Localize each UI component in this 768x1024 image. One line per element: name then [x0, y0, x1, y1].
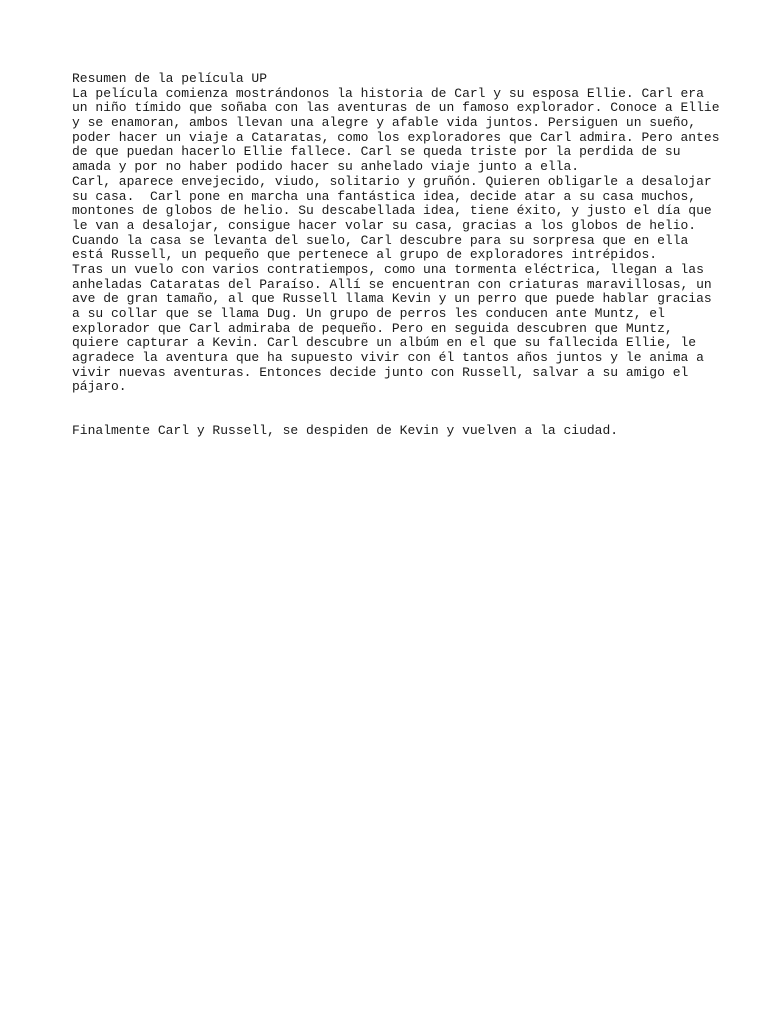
paragraph-line: vivir nuevas aventuras. Entonces decide junto con Russell, salvar a su amigo el: [72, 364, 689, 380]
paragraph-line: pájaro.: [72, 379, 127, 395]
closing-line: Finalmente Carl y Russell, se despiden de Kevin y vuelven a la ciudad.: [72, 423, 619, 438]
paragraph-line: y se enamoran, ambos llevan una alegre y afable vida juntos. Persiguen un sueño,: [72, 115, 697, 131]
paragraph-line: un niño tímido que soñaba con las aventuras de un famoso explorador. Conoce a Ellie: [72, 100, 720, 116]
paragraph-line: a su collar que se llama Dug. Un grupo de perros les conducen ante Muntz, el: [72, 306, 665, 321]
paragraph-line: de que puedan hacerlo Ellie fallece. Carl se queda triste por la perdida de su: [72, 144, 681, 160]
paragraph-line: montones de globos de helio. Su descabellada idea, tiene éxito, y justo el día que: [72, 203, 712, 219]
paragraph-line: Cuando la casa se levanta del suelo, Carl descubre para su sorpresa que en ella: [72, 232, 689, 248]
paragraph-line: amada y por no haber podido hacer su anhelado viaje junto a ella.: [72, 159, 580, 175]
document-title: Resumen de la película UP: [72, 71, 268, 86]
paragraph-line: quiere capturar a Kevin. Carl descubre un albúm en el que su fallecida Ellie, le: [72, 335, 697, 351]
summary-text: [72, 71, 720, 395]
paragraph-line: poder hacer un viaje a Cataratas, como los exploradores que Carl admira. Pero antes: [72, 129, 720, 145]
paragraph-line: su casa. Carl pone en marcha una fantástica idea, decide atar a su casa muchos,: [72, 188, 697, 204]
paragraph-line: agradece la aventura que ha supuesto vivir con él tantos años juntos y le anima a: [72, 350, 704, 366]
paragraph-line: Tras un vuelo con varios contratiempos, como una tormenta eléctrica, llegan a las: [72, 261, 704, 277]
paragraph-line: anheladas Cataratas del Paraíso. Allí se encuentran con criaturas maravillosas, un: [72, 276, 712, 292]
paragraph-line: Carl, aparece envejecido, viudo, solitario y gruñón. Quieren obligarle a desalojar: [72, 173, 712, 189]
paragraph-line: está Russell, un pequeño que pertenece al grupo de exploradores intrépidos.: [72, 247, 658, 263]
paragraph-line: le van a desalojar, consigue hacer volar su casa, gracias a los globos de helio.: [72, 217, 697, 233]
paragraph-line: La película comienza mostrándonos la historia de Carl y su esposa Ellie. Carl era: [72, 85, 704, 101]
paragraph-line: explorador que Carl admiraba de pequeño. Pero en seguida descubren que Muntz,: [72, 320, 673, 336]
paragraph-line: ave de gran tamaño, al que Russell llama Kevin y un perro que puede hablar gracias: [72, 291, 712, 307]
